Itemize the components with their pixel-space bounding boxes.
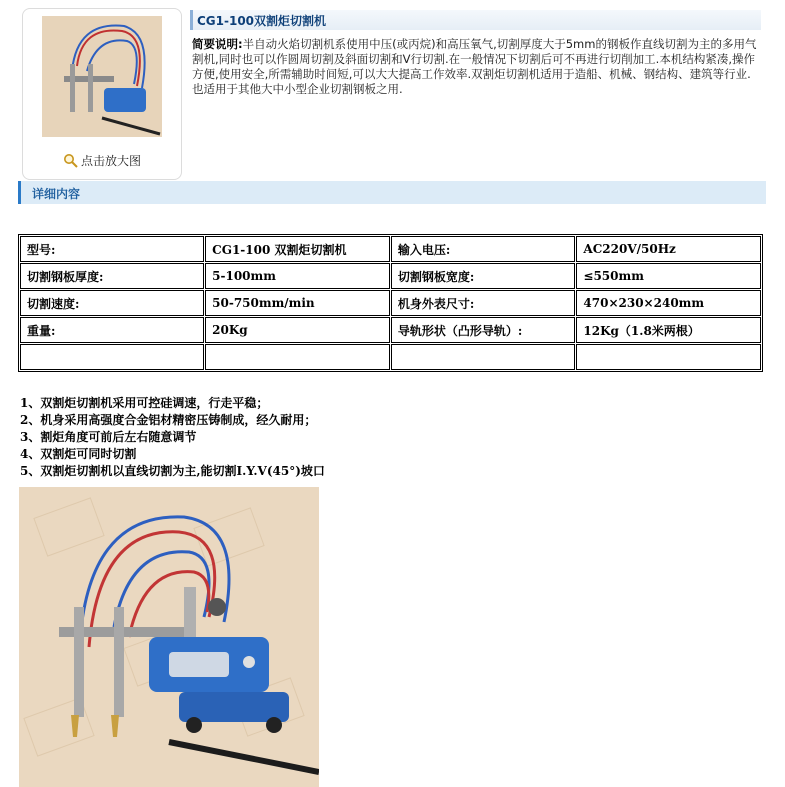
spec-label: 切割钢板宽度:	[391, 263, 576, 289]
spec-table	[18, 234, 763, 372]
spec-label: 切割钢板厚度:	[20, 263, 204, 289]
list-item: 2、机身采用高强度合金铝材精密压铸制成，经久耐用；	[20, 413, 317, 427]
product-description	[192, 37, 757, 97]
spec-value: CG1-100 双割炬切割机	[205, 236, 390, 262]
spec-label: 输入电压:	[391, 236, 576, 262]
table-row	[20, 263, 761, 289]
spec-empty-cell	[391, 344, 576, 370]
product-thumbnail-image[interactable]	[42, 16, 162, 137]
spec-value: ≤550mm	[576, 263, 761, 289]
list-item: 4、双割炬可同时切割	[20, 447, 137, 461]
zoom-image-link[interactable]	[63, 152, 141, 169]
product-thumbnail-box	[22, 8, 182, 180]
table-row	[20, 290, 761, 316]
product-photo	[19, 487, 319, 787]
spec-label: 型号:	[20, 236, 204, 262]
spec-label: 重量:	[20, 317, 204, 343]
product-title-bar	[190, 10, 761, 30]
spec-label: 切割速度:	[20, 290, 204, 316]
spec-empty-cell	[205, 344, 390, 370]
magnifier-icon	[63, 153, 79, 169]
spec-value: 20Kg	[205, 317, 390, 343]
spec-value: 470×230×240mm	[576, 290, 761, 316]
product-title: CG1-100双割炬切割机	[197, 14, 327, 28]
table-row	[20, 236, 761, 262]
spec-label: 机身外表尺寸:	[391, 290, 576, 316]
description-label: 简要说明:	[192, 37, 243, 51]
spec-value: AC220V/50Hz	[576, 236, 761, 262]
details-section-title: 详细内容	[32, 187, 81, 201]
spec-value: 12Kg（1.8米两根）	[576, 317, 761, 343]
list-item: 3、割炬角度可前后左右随意调节	[20, 430, 197, 444]
description-text: 半自动火焰切割机系使用中压(或丙烷)和高压氧气,切割厚度大于5mm的钢板作直线切割为主的多用气割机,同时也可以作圆周切割及斜面切割和V行切割.在一般情况下切割后可不再进行切削加工.本机结构紧凑,操作方便,使用安全,所需辅助时间短,可以大大提高工作效率.双割炬切割机适用于造船、机械、钢结构、建筑等行业.也适用于其他大中小型企业切割钢板之用.	[192, 37, 757, 96]
list-item: 5、双割炬切割机以直线切割为主,能切割I.Y.V(45°)坡口	[20, 464, 325, 478]
details-section-header	[18, 181, 766, 204]
spec-empty-cell	[20, 344, 204, 370]
spec-value: 50-750mm/min	[205, 290, 390, 316]
table-row	[20, 344, 761, 370]
spec-value: 5-100mm	[205, 263, 390, 289]
list-item: 1、双割炬切割机采用可控硅调速，行走平稳；	[20, 396, 269, 410]
spec-empty-cell	[576, 344, 761, 370]
spec-label: 导轨形状（凸形导轨）:	[391, 317, 576, 343]
table-row	[20, 317, 761, 343]
feature-list	[20, 395, 325, 480]
zoom-image-label: 点击放大图	[81, 154, 142, 168]
